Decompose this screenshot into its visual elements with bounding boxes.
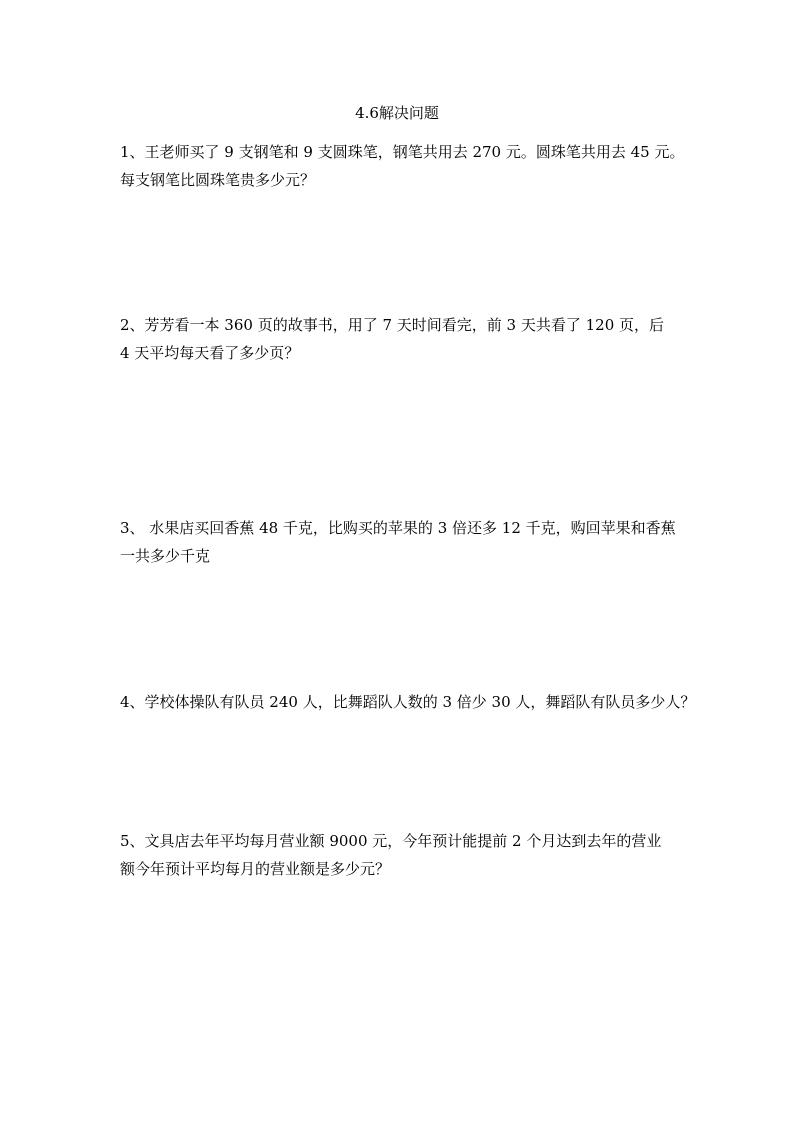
question-4-line-1: 4、学校体操队有队员 240 人，比舞蹈队人数的 3 倍少 30 人，舞蹈队有队员多少人？ [120,693,696,711]
question-3-line-1: 3、 水果店买回香蕉 48 千克，比购买的苹果的 3 倍还多 12 千克，购回苹果和香蕉 [120,519,676,537]
question-2-line-1: 2、芳芳看一本 360 页的故事书，用了 7 天时间看完，前 3 天共看了 120 页，后 [120,316,665,334]
question-1 [120,138,685,194]
question-3 [120,514,680,570]
question-5-line-2: 额今年预计平均每月的营业额是多少元？ [120,860,391,878]
question-1-line-1: 1、王老师买了 9 支钢笔和 9 支圆珠笔，钢笔共用去 270 元。圆珠笔共用去 45 元。 [120,143,685,161]
question-2-line-2: 4 天平均每天看了多少页？ [120,344,300,362]
question-1-line-2: 每支钢笔比圆珠笔贵多少元？ [120,171,316,189]
page-title: 4.6解决问题 [355,104,439,122]
question-3-line-2: 一共多少千克 [120,547,211,565]
question-5 [120,827,680,883]
question-5-line-1: 5、文具店去年平均每月营业额 9000 元，今年预计能提前 2 个月达到去年的营业 [120,832,662,850]
question-2 [120,311,680,367]
question-4 [120,688,696,716]
